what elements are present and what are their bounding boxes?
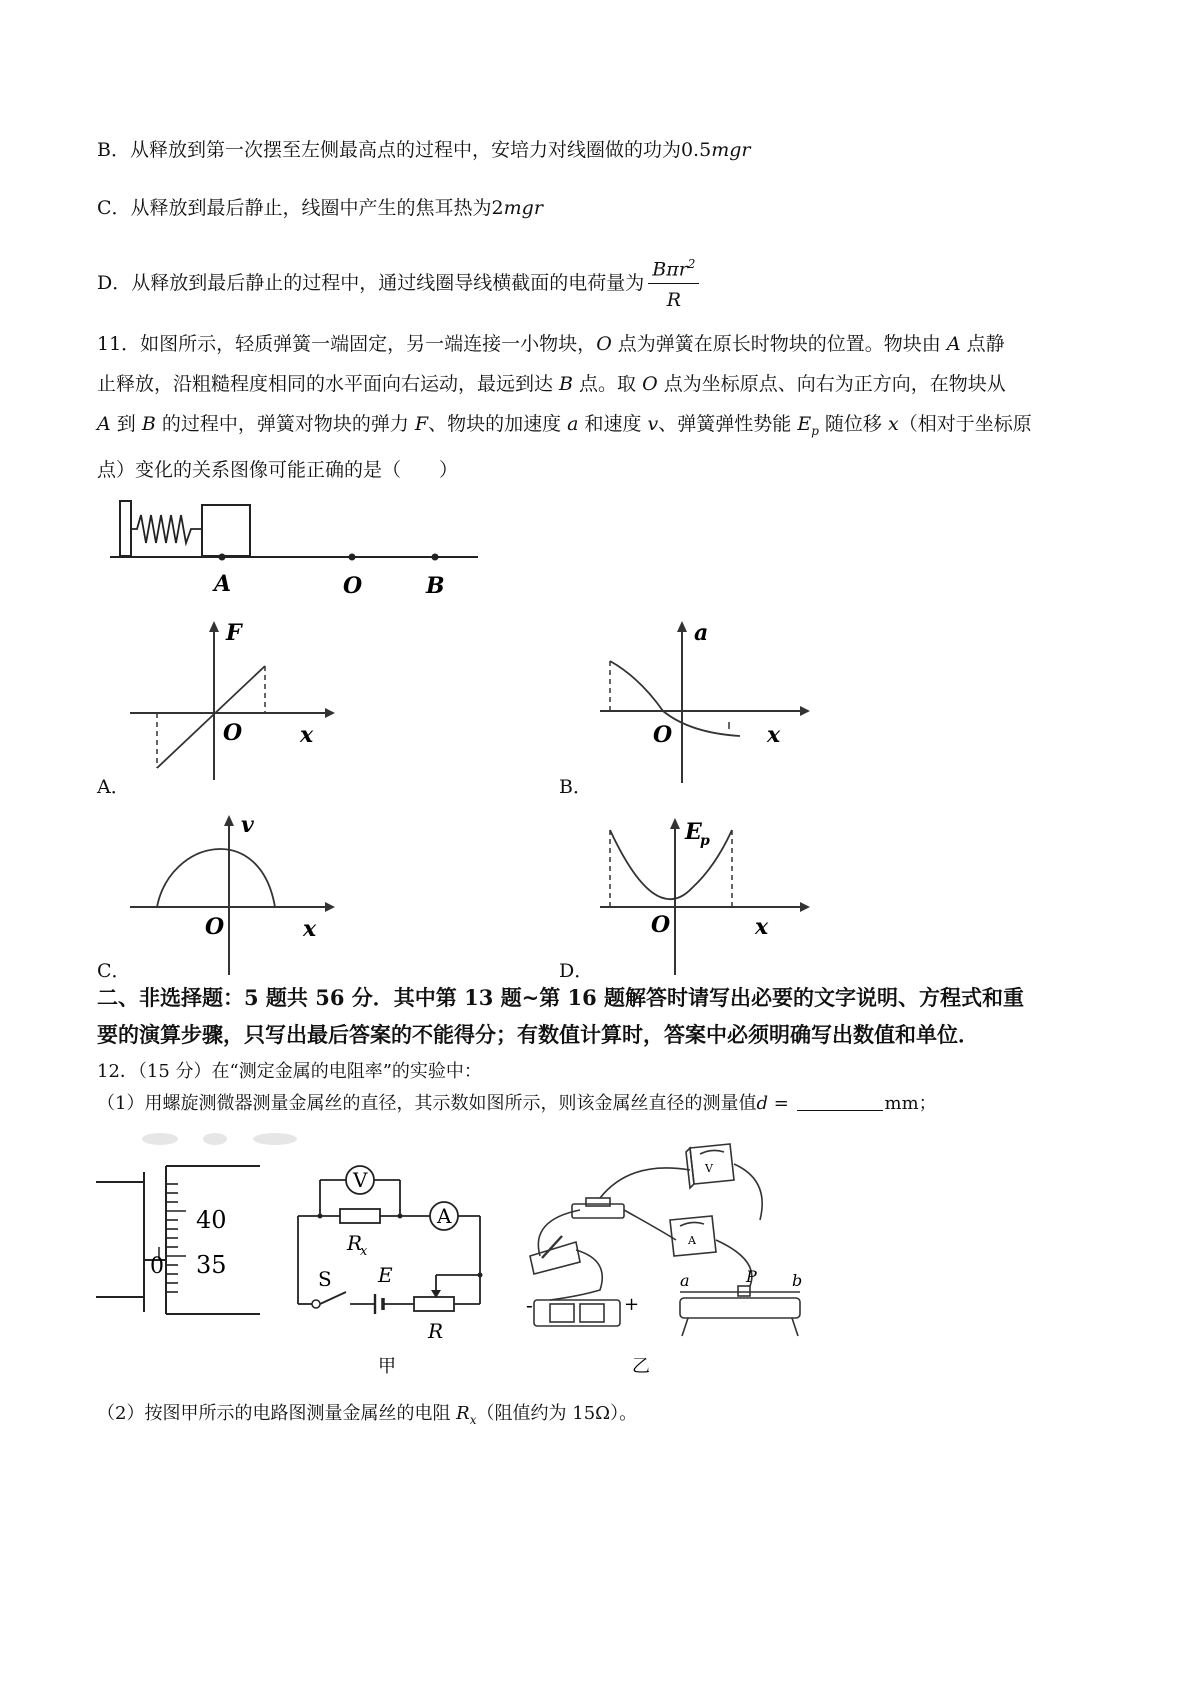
label-o: O [343, 573, 363, 599]
graph-b-ylabel: a [694, 620, 709, 646]
voltmeter-label: V [353, 1168, 368, 1192]
q12-title: 12．（15 分）在“测定金属的电阻率”的实验中： [97, 1061, 482, 1082]
charge-fraction: $\frac{B\pi r^2}{R}$ [648, 252, 699, 312]
circuit-diagram [290, 1160, 500, 1375]
photo-p-label: P [746, 1267, 757, 1286]
answer-blank[interactable] [797, 1092, 883, 1111]
section2-line1: 二、非选择题：5 题共 56 分．其中第 13 题~第 16 题解答时请写出必要的文字说明、方程式和重 [97, 985, 1025, 1010]
rheostat-label: R [428, 1319, 444, 1343]
label-a: A [214, 571, 232, 597]
graph-b-xlabel: x [767, 722, 781, 748]
q11-line1: 11．如图所示，轻质弹簧一端固定，另一端连接一小物块，O 点为弹簧在原长时物块的位置。物块由 A 点静 [97, 333, 1005, 355]
label-b: B [426, 573, 445, 599]
graph-a-ylabel: F [226, 620, 242, 646]
q12-part1: （1）用螺旋测微器测量金属丝的直径，其示数如图所示，则该金属丝直径的测量值d = mm； [97, 1093, 937, 1114]
section2-line2: 要的演算步骤，只写出最后答案的不能得分；有数值计算时，答案中必须明确写出数值和单位． [97, 1022, 979, 1047]
graph-c-xlabel: x [303, 916, 317, 942]
photo-a-label: A [688, 1234, 696, 1247]
q11-line2: 止释放，沿粗糙程度相同的水平面向右运动，最远到达 B 点。取 O 点为坐标原点、向右为正方向，在物块从 [97, 373, 1006, 395]
graph-d-potential-energy [595, 815, 815, 975]
photo-caption: 乙 [632, 1356, 650, 1377]
graph-d-ylabel-sub: p [700, 833, 710, 849]
q11-line3: A 到 B 的过程中，弹簧对物块的弹力 F、物块的加速度 a 和速度 v、弹簧弹性势能 $E_p$ 随位移 x（相对于坐标原 [97, 413, 1032, 438]
option-d-label: D． [559, 960, 594, 982]
rx-label: R [347, 1231, 363, 1255]
graph-c-ylabel: v [241, 812, 254, 838]
rx-sub: x [360, 1244, 368, 1259]
micrometer-35: 35 [196, 1251, 227, 1279]
photo-plus: + [624, 1294, 640, 1315]
switch-label: S [318, 1267, 332, 1291]
graph-b-acceleration [595, 618, 815, 783]
apparatus-photo [520, 1140, 810, 1375]
graph-a-origin: O [223, 720, 243, 746]
micrometer-0: 0 [150, 1254, 164, 1279]
option-c: C．从释放到最后静止，线圈中产生的焦耳热为2mgr [97, 197, 543, 219]
graph-c-origin: O [205, 914, 225, 940]
graph-b-origin: O [653, 722, 673, 748]
photo-minus: - [526, 1293, 533, 1317]
graph-d-xlabel: x [755, 914, 769, 940]
photo-b-terminal: b [792, 1271, 803, 1290]
graph-d-origin: O [651, 912, 671, 938]
ammeter-label: A [437, 1204, 452, 1228]
q11-line4: 点）变化的关系图像可能正确的是（ ） [97, 459, 459, 481]
graph-c-velocity [125, 810, 340, 975]
option-c-label: C． [97, 960, 131, 982]
graph-d-ylabel: E [685, 819, 702, 845]
option-d: D．从释放到最后静止的过程中，通过线圈导线横截面的电荷量为 $\frac{B\pi r^2}{R}$ [97, 256, 699, 312]
blurred-smudge [140, 1128, 320, 1150]
emf-label: E [378, 1263, 393, 1287]
micrometer-40: 40 [196, 1206, 227, 1234]
photo-a-terminal: a [680, 1271, 690, 1290]
spring-block-figure [100, 495, 490, 605]
photo-v-label: V [705, 1162, 713, 1175]
micrometer-figure [96, 1162, 266, 1322]
graph-a-force [125, 618, 340, 783]
graph-a-xlabel: x [300, 722, 314, 748]
q12-part2: （2）按图甲所示的电路图测量金属丝的电阻 $R_x$（阻值约为 15Ω）。 [97, 1403, 638, 1427]
circuit-caption: 甲 [378, 1356, 396, 1377]
option-b: B．从释放到第一次摆至左侧最高点的过程中，安培力对线圈做的功为0.5mgr [97, 139, 751, 161]
option-b-label: B． [559, 776, 592, 798]
option-a-label: A． [97, 776, 130, 798]
